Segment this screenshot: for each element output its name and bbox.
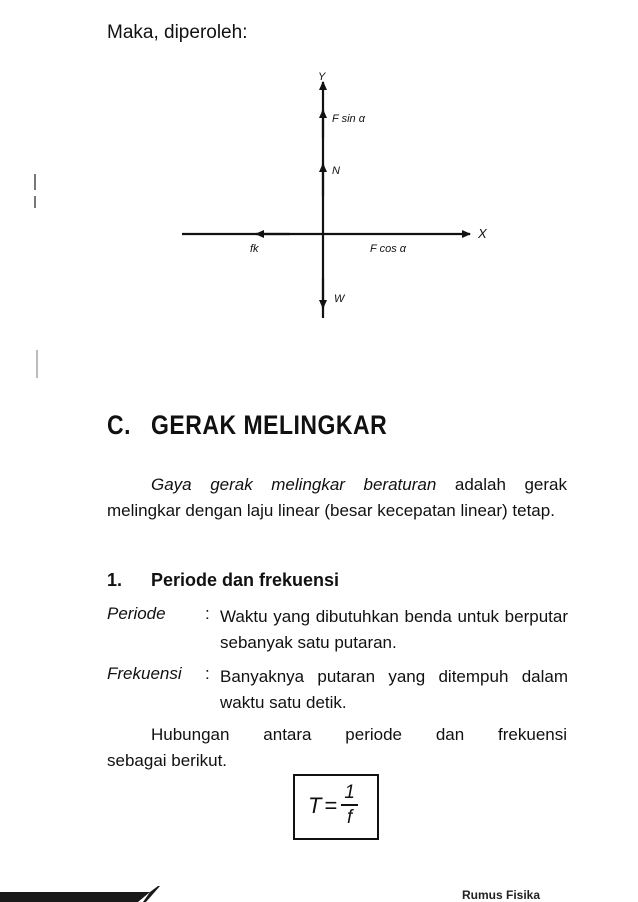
intro-text: Maka, diperoleh: xyxy=(107,22,248,43)
definition-colon: : xyxy=(205,604,210,623)
section-heading xyxy=(107,410,387,441)
subsection-heading xyxy=(107,570,339,591)
formula-equals: = xyxy=(324,793,338,818)
definition-colon: : xyxy=(205,664,210,683)
footer-book-title: Rumus Fisika xyxy=(462,888,541,902)
label-f-cos: F cos α xyxy=(370,243,407,255)
subsection-title: Periode dan frekuensi xyxy=(151,570,340,590)
paragraph-definition xyxy=(107,472,567,524)
formula-fraction xyxy=(341,782,358,830)
formula-denominator: f xyxy=(346,807,353,828)
definition-text: Waktu yang dibutuhkan benda untuk berputar sebanyak satu putaran. xyxy=(220,607,568,652)
label-f-sin: F sin α xyxy=(332,113,365,125)
formula xyxy=(308,780,358,832)
definition-term: Periode xyxy=(107,604,166,623)
label-normal: N xyxy=(332,165,340,177)
relation-line-2: sebagai berikut. xyxy=(107,751,228,770)
label-friction: fk xyxy=(250,243,259,255)
definition-term: Frekuensi xyxy=(107,664,182,683)
section-title: GERAK MELINGKAR xyxy=(151,410,388,440)
label-weight: W xyxy=(334,293,345,305)
scan-mark xyxy=(34,196,36,208)
subsection-number: 1. xyxy=(107,570,123,590)
label-y-axis: Y xyxy=(318,71,326,83)
formula-lhs: T xyxy=(308,793,322,818)
paragraph-rest: adalah gerak melingkar dengan laju linear (besar kecepatan linear) tetap. xyxy=(107,475,568,520)
free-body-diagram xyxy=(170,68,500,328)
paragraph-relation xyxy=(107,722,567,774)
paragraph-italic-term: Gaya gerak melingkar beraturan xyxy=(151,475,437,494)
footer-bar xyxy=(0,886,160,902)
formula-numerator: 1 xyxy=(341,782,358,806)
scan-mark xyxy=(36,350,38,378)
label-x-axis: X xyxy=(478,226,487,241)
section-number: C. xyxy=(107,410,131,440)
definition-text: Banyaknya putaran yang ditempuh dalam waktu satu detik. xyxy=(220,667,568,712)
relation-line-1: Hubungan antara periode dan frekuensi xyxy=(151,725,567,744)
scan-mark xyxy=(34,174,36,190)
